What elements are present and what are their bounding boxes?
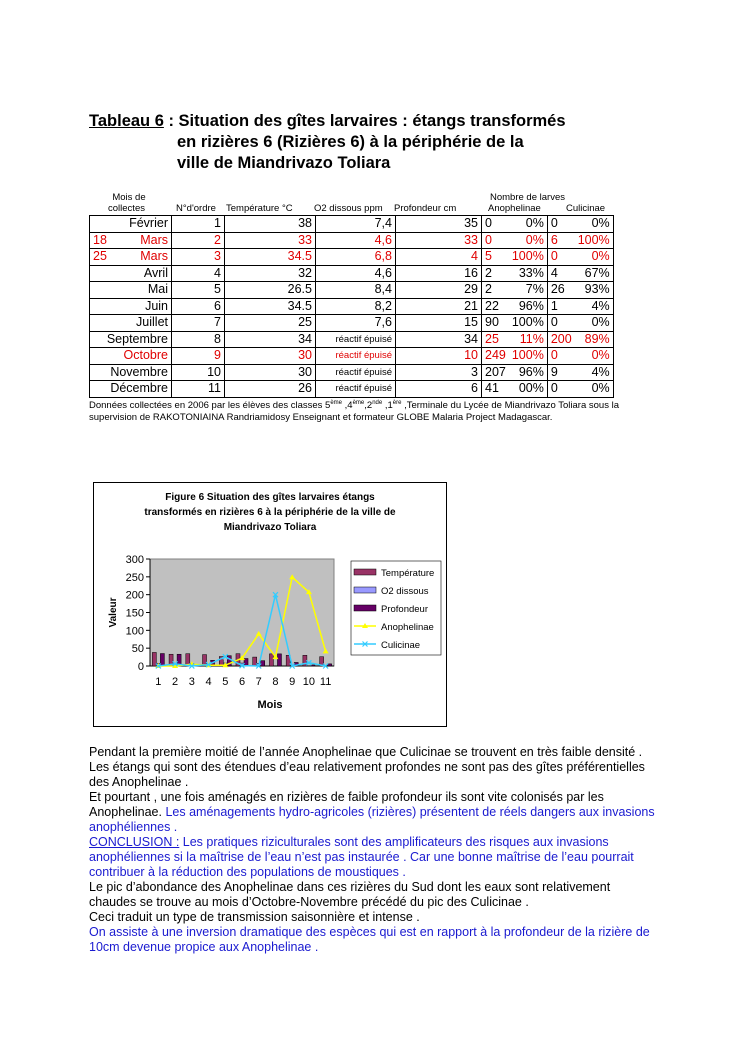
note-sup-4: ère <box>392 400 402 406</box>
header-mois-line1: Mois de <box>112 192 146 203</box>
table-row <box>90 249 614 266</box>
cell-anophelinae-pct: 96% <box>509 298 547 315</box>
title-line-1: : Situation des gîtes larvaires : étangs transformés <box>163 112 566 130</box>
cell-profondeur: 34 <box>396 331 482 348</box>
cell-mois-label: Mai <box>147 282 168 297</box>
para-line-3-text: Et pourtant , une fois aménagés en rizières de faible profondeur ils sont vite colonisés par les Anophelinae. <box>89 790 604 819</box>
cell-culicinae-count: 0 <box>547 249 574 266</box>
x-tick-label: 1 <box>155 676 162 688</box>
table-row <box>90 331 614 348</box>
note-sup-2: ème <box>352 400 365 406</box>
cell-anophelinae-pct: 33% <box>509 265 547 282</box>
cell-mois-label: Avril <box>143 265 168 280</box>
table-row <box>90 265 614 282</box>
note-text-1: Données collectées en 2006 par les élèves des classes 5 <box>89 400 331 412</box>
cell-anophelinae-count: 22 <box>482 298 509 315</box>
cell-anophelinae-pct: 0% <box>509 216 547 233</box>
header-mois-line2: collectes <box>108 203 145 214</box>
cell-anophelinae-count: 0 <box>482 232 509 249</box>
cell-nordre: 2 <box>172 232 225 249</box>
page-title <box>89 111 629 174</box>
cell-anophelinae-count: 249 <box>482 348 509 365</box>
bar-profondeur <box>277 654 281 666</box>
x-tick-label: 8 <box>272 676 279 688</box>
cell-o2: 8,2 <box>316 298 396 315</box>
conclusion-label: CONCLUSION : <box>89 835 180 849</box>
header-nombre: Nombre de larves <box>490 192 565 203</box>
header-anophelinae: Anophelinae <box>488 203 541 214</box>
x-tick-label: 2 <box>172 676 179 688</box>
para-line-2: Les étangs qui sont des étendues d’eau relativement profondes ne sont pas des gîtes préférentielles des Anophelinae . <box>89 760 645 789</box>
legend-label-o2-dissous: O2 dissous <box>381 586 429 597</box>
cell-o2: réactif épuisé <box>316 364 396 381</box>
legend-label-température: Température <box>381 568 435 579</box>
bar-température <box>253 657 257 666</box>
cell-profondeur: 4 <box>396 249 482 266</box>
y-axis-label: Valeur <box>108 597 119 628</box>
cell-culicinae-count: 0 <box>547 348 574 365</box>
legend-label-culicinae: Culicinae <box>381 640 421 651</box>
table-row <box>90 348 614 365</box>
discussion-text <box>89 745 659 955</box>
y-tick-label: 100 <box>125 625 144 638</box>
cell-anophelinae-pct: 0% <box>509 232 547 249</box>
note-sep-3: ,1 <box>382 400 393 412</box>
cell-mois <box>90 249 172 266</box>
y-tick-label: 0 <box>137 661 144 673</box>
note-sup-3: nde <box>372 400 383 406</box>
cell-temperature: 30 <box>225 348 316 365</box>
cell-culicinae-count: 0 <box>547 315 574 332</box>
plot-area <box>150 559 334 666</box>
table-row <box>90 216 614 233</box>
bar-température <box>269 654 273 666</box>
y-tick-label: 50 <box>131 643 144 656</box>
cell-anophelinae-count: 2 <box>482 282 509 299</box>
cell-nordre: 8 <box>172 331 225 348</box>
table-row <box>90 364 614 381</box>
cell-profondeur: 6 <box>396 381 482 398</box>
cell-anophelinae-count: 5 <box>482 249 509 266</box>
para-line-3-highlight: Les aménagements hydro-agricoles (rizières) présentent de réels dangers aux invasions anophéliennes . <box>89 805 655 834</box>
cell-mois-label: Mars <box>140 249 168 264</box>
chart-title: Miandrivazo Toliara <box>223 522 317 533</box>
x-tick-label: 9 <box>289 676 296 688</box>
legend-swatch-o2-dissous <box>354 587 376 593</box>
x-tick-label: 11 <box>319 676 332 688</box>
para-line-1: Pendant la première moitié de l’année Anophelinae que Culicinae se trouvent en très faible densité . <box>89 745 643 759</box>
cell-profondeur: 15 <box>396 315 482 332</box>
legend-swatch-température <box>354 569 376 575</box>
cell-culicinae-pct: 93% <box>575 282 613 299</box>
cell-nordre: 7 <box>172 315 225 332</box>
header-nordre: N°d'ordre <box>176 203 216 214</box>
table-label: Tableau 6 <box>89 112 164 130</box>
cell-o2: réactif épuisé <box>316 331 396 348</box>
chart-title: Figure 6 Situation des gîtes larvaires étangs <box>165 492 375 503</box>
cell-temperature: 32 <box>225 265 316 282</box>
cell-nordre: 1 <box>172 216 225 233</box>
cell-mois-label: Mars <box>140 232 168 247</box>
cell-nordre: 5 <box>172 282 225 299</box>
cell-mois <box>90 348 172 365</box>
cell-temperature: 30 <box>225 364 316 381</box>
cell-mois <box>90 315 172 332</box>
cell-o2: 4,6 <box>316 265 396 282</box>
cell-mois <box>90 282 172 299</box>
cell-culicinae-pct: 0% <box>575 348 613 365</box>
bar-profondeur <box>261 661 265 666</box>
cell-anophelinae-pct: 96% <box>509 364 547 381</box>
title-line-2: en rizières 6 (Rizières 6) à la périphérie de la <box>177 133 524 151</box>
conclusion-text: Les pratiques riziculturales sont des amplificateurs des risques aux invasions anophéliennes si la maîtrise de l’eau n’est pas instaurée . Car une bonne maîtrise de l’eau pourrait contribuer à la réduction des populations de moustiques . <box>89 835 634 879</box>
cell-profondeur: 21 <box>396 298 482 315</box>
x-tick-label: 7 <box>255 676 262 688</box>
cell-anophelinae-count: 0 <box>482 216 509 233</box>
cell-culicinae-pct: 0% <box>575 216 613 233</box>
cell-anophelinae-pct: 00% <box>509 381 547 398</box>
cell-anophelinae-count: 25 <box>482 331 509 348</box>
cell-culicinae-count: 9 <box>547 364 574 381</box>
note-sup-1: ème <box>330 400 343 406</box>
cell-o2: réactif épuisé <box>316 348 396 365</box>
cell-temperature: 25 <box>225 315 316 332</box>
y-tick-label: 250 <box>125 571 144 584</box>
cell-o2: 7,4 <box>316 216 396 233</box>
cell-nordre: 6 <box>172 298 225 315</box>
cell-o2: 8,4 <box>316 282 396 299</box>
cell-o2: 7,6 <box>316 315 396 332</box>
cell-culicinae-pct: 89% <box>575 331 613 348</box>
data-source-note <box>89 397 659 424</box>
cell-anophelinae-pct: 100% <box>509 315 547 332</box>
cell-temperature: 34 <box>225 331 316 348</box>
table-row <box>90 232 614 249</box>
y-tick-label: 200 <box>125 589 144 602</box>
cell-culicinae-count: 6 <box>547 232 574 249</box>
cell-mois-label: Septembre <box>106 331 168 346</box>
cell-temperature: 26.5 <box>225 282 316 299</box>
cell-day: 25 <box>93 249 107 264</box>
cell-nordre: 4 <box>172 265 225 282</box>
cell-nordre: 9 <box>172 348 225 365</box>
cell-mois <box>90 381 172 398</box>
cell-mois <box>90 216 172 233</box>
cell-mois-label: Octobre <box>123 348 168 363</box>
table-row <box>90 298 614 315</box>
cell-culicinae-pct: 67% <box>575 265 613 282</box>
cell-mois <box>90 298 172 315</box>
para-line-5: Le pic d’abondance des Anophelinae dans ces rizières du Sud dont les eaux sont relativement chaudes se trouve au mois d’Octobre-Novembre précédé du pic des Culicinae . <box>89 880 611 909</box>
chart-svg <box>94 483 446 726</box>
x-tick-label: 4 <box>205 676 212 688</box>
cell-temperature: 34.5 <box>225 298 316 315</box>
cell-anophelinae-count: 90 <box>482 315 509 332</box>
cell-temperature: 38 <box>225 216 316 233</box>
x-tick-label: 10 <box>302 676 316 688</box>
cell-culicinae-count: 4 <box>547 265 574 282</box>
cell-profondeur: 33 <box>396 232 482 249</box>
cell-culicinae-count: 0 <box>547 216 574 233</box>
cell-profondeur: 16 <box>396 265 482 282</box>
x-axis-label: Mois <box>257 699 283 711</box>
cell-mois <box>90 331 172 348</box>
cell-mois-label: Novembre <box>110 364 168 379</box>
x-tick-label: 5 <box>222 676 229 688</box>
x-tick-label: 3 <box>188 676 195 688</box>
cell-nordre: 10 <box>172 364 225 381</box>
y-tick-label: 150 <box>125 607 144 620</box>
header-mois <box>110 192 148 214</box>
chart-title: transformés en rizières 6 à la périphérie de la ville de <box>144 507 396 518</box>
cell-mois <box>90 265 172 282</box>
cell-mois-label: Juin <box>145 298 168 313</box>
cell-day: 18 <box>93 232 107 247</box>
header-temperature: Température °C <box>226 203 293 214</box>
cell-culicinae-pct: 100% <box>575 232 613 249</box>
header-profondeur: Profondeur cm <box>394 203 457 214</box>
cell-o2: réactif épuisé <box>316 381 396 398</box>
cell-mois-label: Juillet <box>136 315 168 330</box>
cell-nordre: 3 <box>172 249 225 266</box>
larvae-table <box>89 215 614 398</box>
table-row <box>90 381 614 398</box>
cell-mois-label: Février <box>129 216 168 231</box>
cell-anophelinae-pct: 100% <box>509 348 547 365</box>
cell-anophelinae-count: 207 <box>482 364 509 381</box>
cell-culicinae-count: 1 <box>547 298 574 315</box>
cell-culicinae-pct: 0% <box>575 315 613 332</box>
para-line-6: Ceci traduit un type de transmission saisonnière et intense . <box>89 910 420 924</box>
cell-temperature: 33 <box>225 232 316 249</box>
cell-o2: 6,8 <box>316 249 396 266</box>
para-line-7: On assiste à une inversion dramatique des espèces qui est en rapport à la profondeur de la rizière de 10cm devenue propice aux Anophelinae . <box>89 925 650 954</box>
cell-profondeur: 10 <box>396 348 482 365</box>
cell-nordre: 11 <box>172 381 225 398</box>
cell-culicinae-pct: 0% <box>575 249 613 266</box>
note-text-2: ,Terminale du Lycée de Miandrivazo Toliara sous la supervision de RAKOTONIAINA Randriamidosy Enseignant et formateur GLOBE Malaria Project Madagascar. <box>89 400 619 424</box>
note-sep-1: ,4 <box>342 400 353 412</box>
cell-o2: 4,6 <box>316 232 396 249</box>
legend-label-anophelinae: Anophelinae <box>381 622 434 633</box>
note-sep-2: ,2 <box>364 400 373 412</box>
cell-anophelinae-count: 41 <box>482 381 509 398</box>
legend-swatch-profondeur <box>354 605 376 611</box>
cell-culicinae-count: 26 <box>547 282 574 299</box>
legend-label-profondeur: Profondeur <box>381 604 429 615</box>
cell-culicinae-pct: 0% <box>575 381 613 398</box>
cell-mois <box>90 364 172 381</box>
cell-profondeur: 3 <box>396 364 482 381</box>
cell-anophelinae-pct: 100% <box>509 249 547 266</box>
conclusion <box>89 835 659 880</box>
cell-profondeur: 35 <box>396 216 482 233</box>
cell-culicinae-count: 200 <box>547 331 574 348</box>
cell-mois <box>90 232 172 249</box>
figure-6-chart <box>93 482 447 727</box>
y-tick-label: 300 <box>125 554 144 566</box>
cell-culicinae-pct: 4% <box>575 298 613 315</box>
cell-profondeur: 29 <box>396 282 482 299</box>
header-o2: O2 dissous ppm <box>314 203 383 214</box>
title-line-3: ville de Miandrivazo Toliara <box>177 154 391 172</box>
cell-temperature: 34.5 <box>225 249 316 266</box>
cell-anophelinae-pct: 11% <box>509 331 547 348</box>
cell-anophelinae-count: 2 <box>482 265 509 282</box>
para-line-3 <box>89 790 659 835</box>
x-tick-label: 6 <box>238 676 246 688</box>
cell-mois-label: Décembre <box>110 381 168 396</box>
table-row <box>90 282 614 299</box>
cell-culicinae-pct: 4% <box>575 364 613 381</box>
header-culicinae: Culicinae <box>566 203 606 214</box>
cell-temperature: 26 <box>225 381 316 398</box>
table-row <box>90 315 614 332</box>
cell-culicinae-count: 0 <box>547 381 574 398</box>
cell-anophelinae-pct: 7% <box>509 282 547 299</box>
